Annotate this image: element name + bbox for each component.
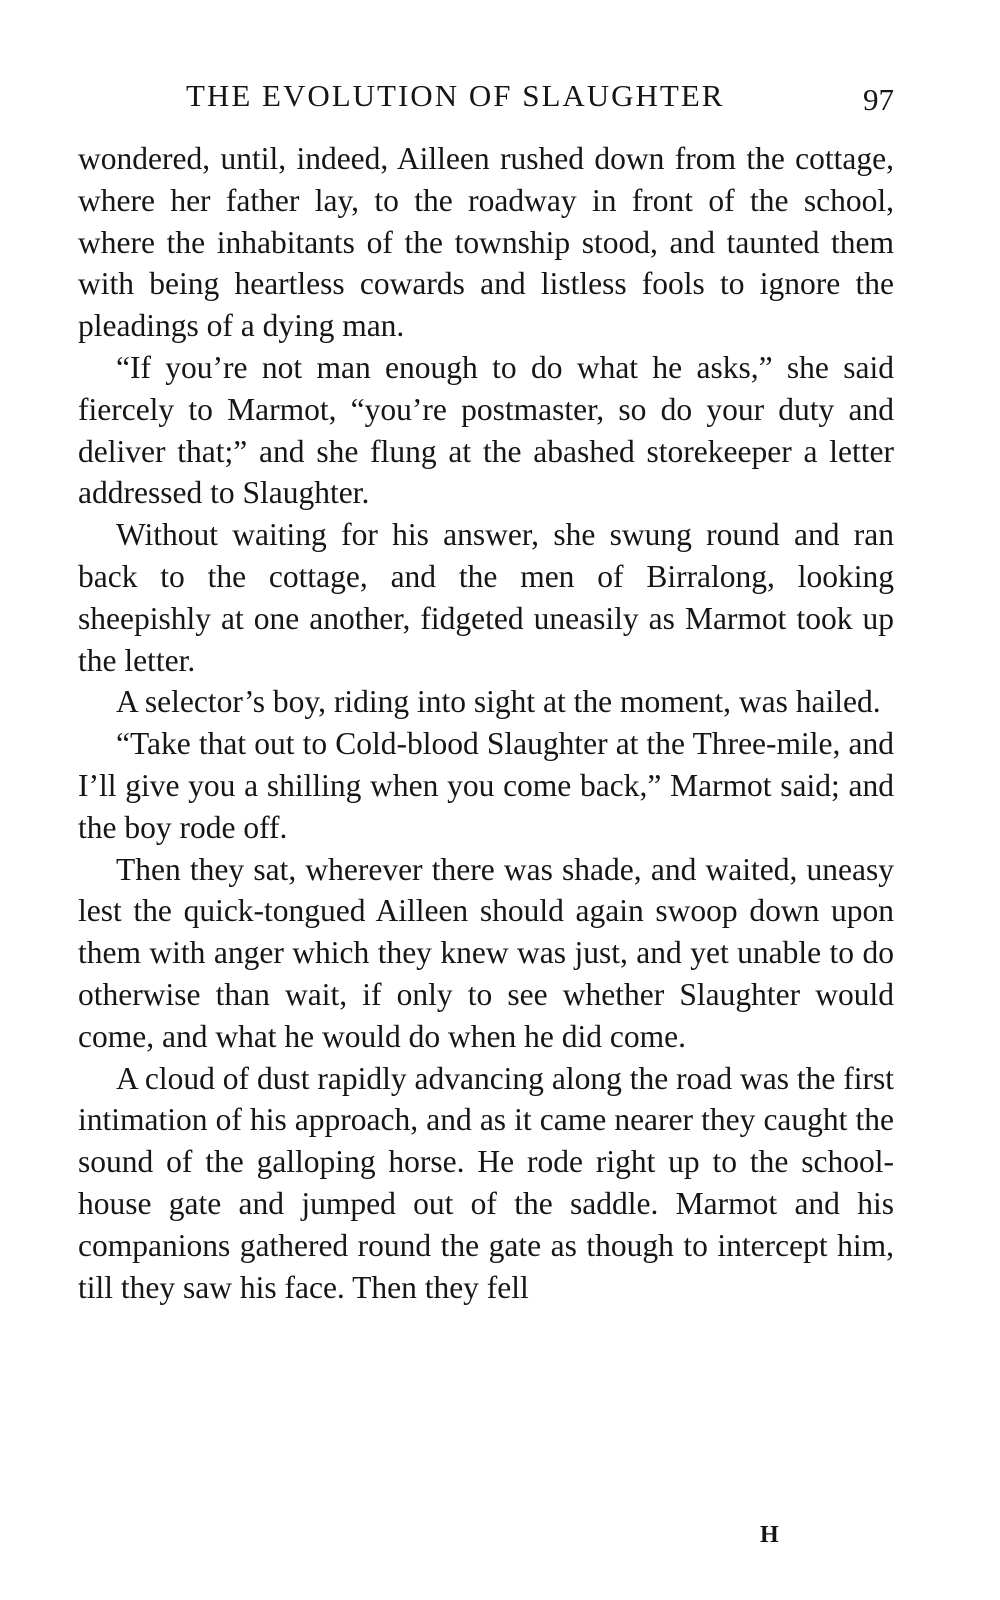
paragraph-without-waiting: Without waiting for his answer, she swung round and ran back to the cottage, and the men of Birralong, looking sheepishly at one another, fidgeted uneasily as Marmot took up the letter. [78, 517, 894, 678]
book-page [78, 70, 894, 1570]
running-head [78, 70, 894, 118]
paragraph-continuation: wondered, until, indeed, Ailleen rushed down from the cottage, where her father lay, to the roadway in front of the school, where the inhabitants of the township stood, and taunted them with being heartless cowards and listless fools to ignore the pleadings of a dying man. [78, 141, 894, 344]
signature-mark: H [760, 1522, 779, 1548]
paragraph-selectors-boy: A selector’s boy, riding into sight at the moment, was hailed. [116, 684, 881, 720]
paragraph-then-they-sat: Then they sat, wherever there was shade, and waited, uneasy lest the quick-tongued Ailleen should again swoop down upon them with anger which they knew was just, and yet unable to do otherwise than wait, if only to see whether Slaughter would come, and what he would do when he did come. [78, 851, 894, 1054]
running-title: THE EVOLUTION OF SLAUGHTER [186, 78, 725, 113]
paragraph-cloud-of-dust: A cloud of dust rapidly advancing along the road was the first intimation of his approach, and as it came nearer they caught the sound of the galloping horse. He rode right up to the school-house gate and jumped out of the saddle. Marmot and his companions gathered round the gate as though to intercept him, till they saw his face. Then they fell [78, 1060, 894, 1305]
paragraph-ailleen-quote: “If you’re not man enough to do what he asks,” she said fiercely to Marmot, “you’re postmaster, so do your duty and deliver that;” and she flung at the abashed storekeeper a letter addressed to Slaughter. [78, 349, 894, 511]
page-number: 97 [863, 82, 894, 117]
body-text [78, 138, 894, 1308]
paragraph-marmot-quote: “Take that out to Cold-blood Slaughter at the Three-mile, and I’ll give you a shilling when you come back,” Marmot said; and the boy rode off. [78, 726, 894, 845]
